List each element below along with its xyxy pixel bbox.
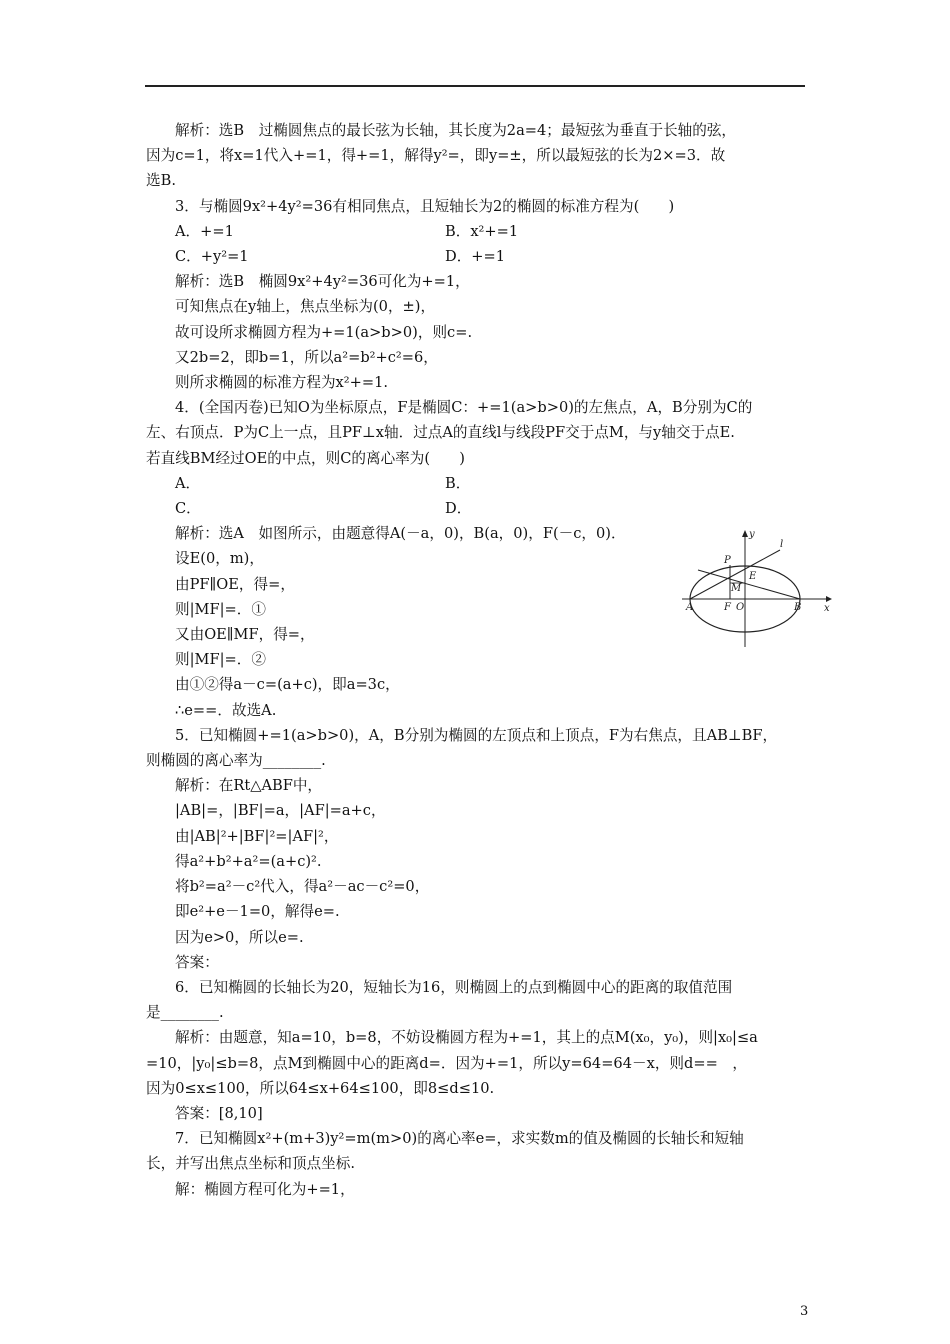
text-line: 3．与椭圆9x²+4y²=36有相同焦点，且短轴长为2的椭圆的标准方程为( ) xyxy=(175,197,675,215)
label-x: x xyxy=(824,603,830,614)
option-right: D． xyxy=(445,500,472,518)
y-axis-arrow xyxy=(742,530,748,537)
text-line: 由|AB|²+|BF|²=|AF|²， xyxy=(175,827,339,845)
text-line: |AB|=，|BF|=a，|AF|=a+c， xyxy=(175,802,386,820)
text-line: 则椭圆的离心率为________. xyxy=(146,752,326,770)
text-line: 6．已知椭圆的长轴长为20，短轴长为16，则椭圆上的点到椭圆中心的距离的取值范围 xyxy=(175,978,733,996)
label-m: M xyxy=(731,583,742,594)
ellipse-figure xyxy=(680,527,840,649)
page-number: 3 xyxy=(800,1304,809,1319)
text-line: 解析：选A 如图所示，由题意得A(－a，0)，B(a，0)，F(－c，0)． xyxy=(175,525,626,543)
text-line: 左、右顶点．P为C上一点，且PF⊥x轴．过点A的直线l与线段PF交于点M，与y轴交于点E. xyxy=(146,424,735,442)
text-line: 设E(0，m)， xyxy=(175,550,264,568)
text-line: 可知焦点在y轴上，焦点坐标为(0，±)， xyxy=(175,298,436,316)
text-line: 答案：[8,10] xyxy=(175,1104,263,1122)
text-line: 答案： xyxy=(175,953,219,971)
text-line: 长，并写出焦点坐标和顶点坐标. xyxy=(146,1155,355,1173)
option-right: B．x²+=1 xyxy=(445,222,519,240)
option-left: C． xyxy=(175,500,201,518)
label-y: y xyxy=(749,529,755,540)
label-p: P xyxy=(724,555,731,566)
text-line: 5．已知椭圆+=1(a>b>0)，A，B分别为椭圆的左顶点和上顶点，F为右焦点，且AB⊥BF， xyxy=(175,726,778,744)
label-l: l xyxy=(780,539,784,550)
option-left: C．+y²=1 xyxy=(175,248,249,266)
label-b: B xyxy=(794,602,802,613)
option-row xyxy=(146,219,808,244)
option-row xyxy=(146,471,808,496)
text-line: 则|MF|=．② xyxy=(175,651,266,669)
text-line: 若直线BM经过OE的中点，则C的离心率为( ) xyxy=(146,449,465,467)
label-f: F xyxy=(724,602,731,613)
label-a: A xyxy=(686,602,694,613)
text-line: 又由OE∥MF，得=， xyxy=(175,626,315,644)
text-line: 解析：由题意，知a=10，b=8，不妨设椭圆方程为+=1，其上的点M(x₀，y₀)，则|x₀|≤a xyxy=(175,1029,758,1047)
text-line: 解析：选B 椭圆9x²+4y²=36可化为+=1， xyxy=(175,273,470,291)
option-right: D．+=1 xyxy=(445,248,506,266)
text-line: =10，|y₀|≤b=8，点M到椭圆中心的距离d=．因为+=1，所以y=64=64－x，则d== ， xyxy=(146,1054,747,1072)
text-line: 又2b=2，即b=1，所以a²=b²+c²=6， xyxy=(175,348,438,366)
option-row xyxy=(146,496,808,521)
text-line: 4．(全国丙卷)已知O为坐标原点，F是椭圆C：+=1(a>b>0)的左焦点，A，B分别为C的 xyxy=(175,399,753,417)
text-line: 解析：选B 过椭圆焦点的最长弦为长轴，其长度为2a=4；最短弦为垂直于长轴的弦， xyxy=(175,122,737,139)
option-right: B． xyxy=(445,474,471,492)
text-line: 将b²=a²－c²代入，得a²－ac－c²=0， xyxy=(175,878,430,896)
option-row xyxy=(146,244,808,269)
text-line: 因为0≤x≤100，所以64≤x+64≤100，即8≤d≤10. xyxy=(146,1079,495,1097)
text-line: 因为c=1，将x=1代入+=1，得+=1，解得y²=，即y=±，所以最短弦的长为2×=3．故 xyxy=(146,147,726,165)
option-left: A．+=1 xyxy=(175,222,234,240)
text-line: 是________. xyxy=(146,1004,224,1022)
option-left: A． xyxy=(175,474,201,492)
text-line: 由①②得a－c=(a+c)，即a=3c， xyxy=(175,676,400,694)
text-line: 由PF∥OE，得=， xyxy=(175,575,295,593)
label-e: E xyxy=(749,571,757,582)
text-line: 因为e>0，所以e=. xyxy=(175,928,304,946)
text-line: 得a²+b²+a²=(a+c)². xyxy=(175,852,322,870)
text-line: 选B. xyxy=(146,172,176,190)
text-line: 7．已知椭圆x²+(m+3)y²=m(m>0)的离心率e=，求实数m的值及椭圆的长轴长和短轴 xyxy=(175,1130,744,1148)
text-line: 解：椭圆方程可化为+=1， xyxy=(175,1180,355,1198)
x-axis-arrow xyxy=(826,596,832,602)
page-body xyxy=(146,118,808,1202)
text-line: 解析：在Rt△ABF中， xyxy=(175,777,323,795)
text-line: 则|MF|=．① xyxy=(175,600,266,618)
text-line: ∴e==．故选A. xyxy=(175,701,277,719)
text-line: 则所求椭圆的标准方程为x²+=1. xyxy=(175,374,388,392)
header-rule xyxy=(145,85,805,87)
label-o: O xyxy=(736,602,745,613)
text-line: 即e²+e－1=0，解得e=. xyxy=(175,903,340,921)
text-line: 故可设所求椭圆方程为+=1(a>b>0)，则c=. xyxy=(175,323,473,341)
